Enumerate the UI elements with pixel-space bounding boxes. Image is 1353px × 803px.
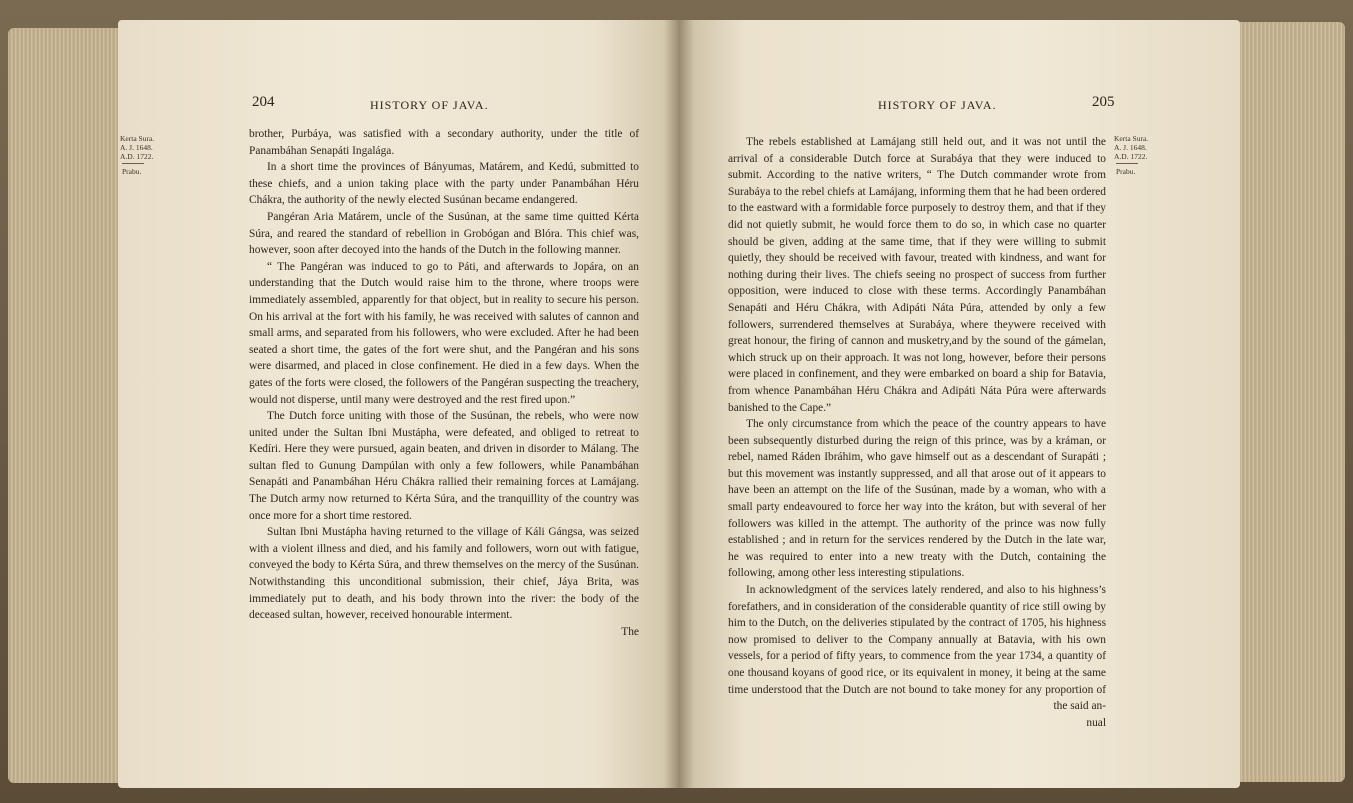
page-number: 204 [252,94,275,110]
margin-rule [1116,163,1138,164]
book-gutter [664,20,694,788]
margin-note-line: Kerta Sura. [120,134,155,143]
right-page-edges [1233,22,1345,782]
paragraph: The Dutch force uniting with those of the Susúnan, the rebels, who were now united under the Sultan Ibni Mustápha, were defeated, and obliged to retreat to Kedíri. Here they were pursued, again beaten, and driven in disorder to Málang. The sultan fled to Gunung Dampúlan with only a few followers, while Panambáhan Senapáti and Panambáhan Héru Chákra rallied their remaining forces at Lamájang. The Dutch army now returned to Kérta Súra, and the tranquillity of the country was once more for a short time restored. [249,410,639,522]
left-page-edges [8,28,118,783]
catchword: The [621,625,639,638]
running-head: HISTORY OF JAVA. [878,98,997,112]
paragraph: Sultan Ibni Mustápha having returned to the village of Káli Gángsa, was seized with a violent illness and died, and his family and followers, worn out with fatigue, conveyed the body to Kérta Súra, and threw themselves on the mercy of the Susúnan. Notwithstanding this unconditional submission, their chief, Jáya Brita, was immediately put to death, and his body thrown into the river: the body of the deceased sultan, however, received honourable interment. [249,526,639,622]
paragraph: The rebels established at Lamájang still held out, and it was not until the arrival of a considerable Dutch force at Surabáya that they were induced to submit. According to the native writers, “ The Dutch commander wrote from Surabáya to the rebel chiefs at Lamájang, informing them that he had been ordered to the eastward with a formidable force purposely to destroy them, and that if they did not quietly submit, he would force them to do so, in which case no quarter should be given, adding at the same time, that if they were willing to submit quietly, they should be received with favour, treated with kindness, and want for nothing during their lives. The chiefs seeing no prospect of success from further opposition, were induced to close with these terms. Accordingly Panambáhan Senapáti and Héru Chákra, with Adipáti Náta Púra, attended by only a few followers, surrendered themselves at Surabáya, where theywere received with great honour, the firing of cannon and musketry,and by the sound of the gámelan, which struck up on their approach. It was not long, however, before their persons were placed in confinement, and they were embarked on board a ship for Batavia, from whence Panambáhan Héru Chákra and Adipáti Náta Púra were afterwards banished to the Cape.” [728,136,1106,414]
paragraph: Pangéran Aria Matárem, uncle of the Susúnan, at the same time quitted Kérta Súra, and reared the standard of rebellion in Grobógan and Blóra. This chief was, however, soon after decoyed into the hands of the Dutch in the following manner. [249,210,639,257]
margin-note [120,134,154,176]
paragraph: In acknowledgment of the services lately rendered, and also to his highness’s forefathers, and in consideration of the considerable quantity of rice still owing by him to the Dutch, on the deliveries stipulated by the contract of 1705, his highness now promised to deliver to the Company annually at Batavia, with his own vessels, for a period of fifty years, to commence from the year 1734, a quantity of one thousand koyans of good rice, or its equivalent in money, it being at the same time understood that the Dutch are not bound to take money for any proportion of the said an- [728,584,1106,713]
margin-note-line: A. J. 1648. [120,143,153,152]
running-head: HISTORY OF JAVA. [370,98,489,112]
page-number: 205 [1092,94,1115,110]
margin-note-line: Prabu. [1116,167,1136,176]
paragraph: “ The Pangéran was induced to go to Páti, and afterwards to Jopára, on an understanding that the Dutch would raise him to the throne, where troops were immediately assembled, apparently for that object, but in reality to secure his person. On his arrival at the fort with his family, he was received with salutes of cannon and small arms, and separated from his followers, who were excluded. After he had been seated a short time, the gates of the fort were shut, and the Pangéran and his sons were disarmed, and placed in close confinement. He died in a few days. When the gates of the forts were closed, the followers of the Pangéran suspecting the treachery, would not disperse, until many were destroyed and the rest fired upon.” [249,260,639,406]
margin-note [1114,134,1148,176]
paragraph: brother, Purbáya, was satisfied with a secondary authority, under the title of Panambáhan Senapáti Ingalága. [249,128,639,157]
margin-rule [122,163,144,164]
body-text [728,134,1106,731]
margin-note-line: A. J. 1648. [1114,143,1147,152]
paragraph: In a short time the provinces of Bányumas, Matárem, and Kedú, submitted to these chiefs, and a union taking place with the party under Panambáhan Héru Chákra, the authority of the newly elected Susúnan became endangered. [249,161,639,207]
left-page [118,20,678,788]
margin-note-line: A.D. 1722. [120,152,154,161]
margin-note-line: Prabu. [122,167,142,176]
right-page [678,20,1240,788]
catchword: nual [1086,716,1106,729]
margin-note-line: Kerta Sura. [1114,134,1149,143]
margin-note-line: A.D. 1722. [1114,152,1148,161]
paragraph: The only circumstance from which the peace of the country appears to have been subsequently disturbed during the reign of this prince, was by a kráman, or rebel, named Ráden Ibráhim, who gave himself out as a descendant of Surapáti ; but this movement was instantly suppressed, and all that arose out of it appears to have been an attempt on the life of the Susúnan, made by a woman, who with a small party endeavoured to force her way into the kráton, but with several of her followers was killed in the attempt. The authority of the prince was now fully established ; and in return for the services rendered by the Dutch in the late war, he was required to enter into a new treaty with the Dutch, containing the following, among other less interesting stipulations. [728,418,1106,580]
body-text [249,126,639,640]
